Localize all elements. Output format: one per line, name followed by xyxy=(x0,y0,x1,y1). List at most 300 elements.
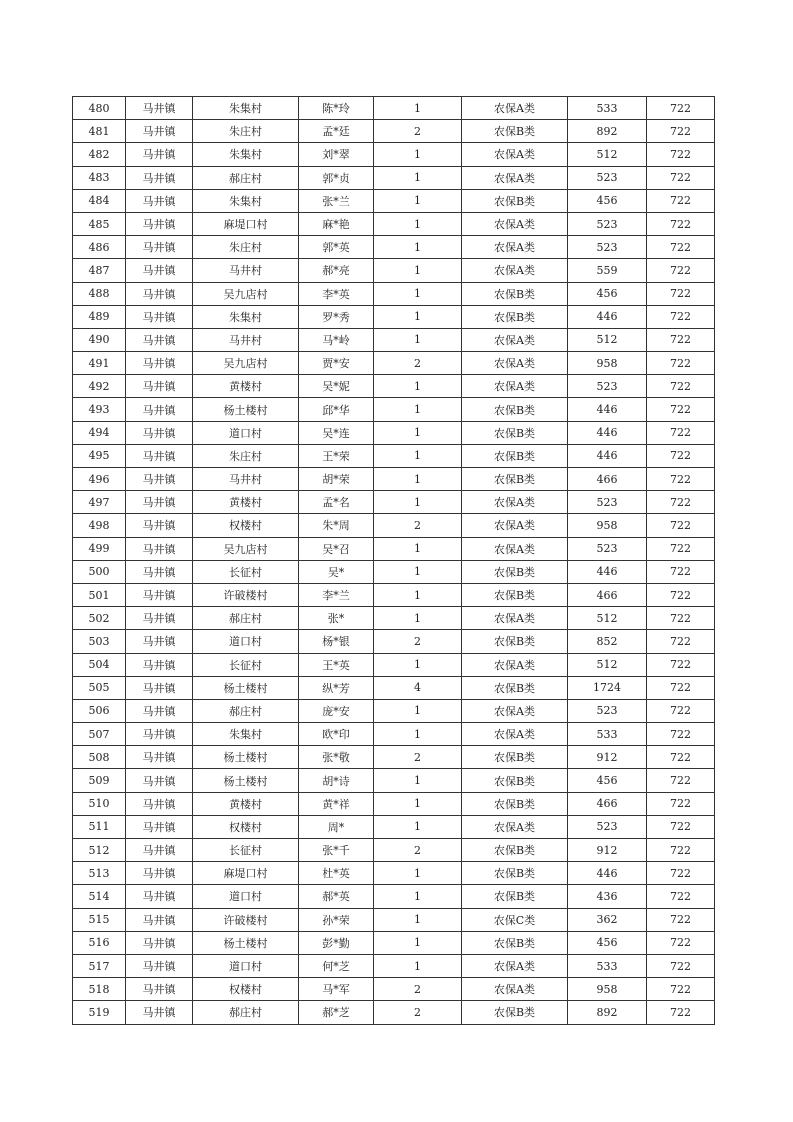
category-cell: 农保B类 xyxy=(462,305,568,328)
row-number-cell: 505 xyxy=(73,676,126,699)
name-cell: 李*兰 xyxy=(299,583,374,606)
household-count-cell: 1 xyxy=(374,583,462,606)
name-cell: 邱*华 xyxy=(299,398,374,421)
standard-cell: 722 xyxy=(647,560,715,583)
standard-cell: 722 xyxy=(647,815,715,838)
standard-cell: 722 xyxy=(647,143,715,166)
standard-cell: 722 xyxy=(647,352,715,375)
standard-cell: 722 xyxy=(647,769,715,792)
household-count-cell: 2 xyxy=(374,514,462,537)
name-cell: 吴* xyxy=(299,560,374,583)
standard-cell: 722 xyxy=(647,583,715,606)
household-count-cell: 1 xyxy=(374,305,462,328)
table-row xyxy=(73,653,715,676)
household-count-cell: 1 xyxy=(374,537,462,560)
table-row xyxy=(73,769,715,792)
amount-cell: 456 xyxy=(568,189,647,212)
table-row xyxy=(73,143,715,166)
standard-cell: 722 xyxy=(647,862,715,885)
amount-cell: 958 xyxy=(568,514,647,537)
row-number-cell: 492 xyxy=(73,375,126,398)
household-count-cell: 1 xyxy=(374,699,462,722)
row-number-cell: 513 xyxy=(73,862,126,885)
row-number-cell: 509 xyxy=(73,769,126,792)
household-count-cell: 1 xyxy=(374,954,462,977)
village-cell: 杨土楼村 xyxy=(193,769,299,792)
name-cell: 王*英 xyxy=(299,653,374,676)
amount-cell: 523 xyxy=(568,699,647,722)
household-count-cell: 1 xyxy=(374,259,462,282)
category-cell: 农保A类 xyxy=(462,212,568,235)
name-cell: 郝*亮 xyxy=(299,259,374,282)
table-row xyxy=(73,583,715,606)
category-cell: 农保A类 xyxy=(462,699,568,722)
town-cell: 马井镇 xyxy=(126,908,193,931)
name-cell: 孟*名 xyxy=(299,491,374,514)
standard-cell: 722 xyxy=(647,792,715,815)
town-cell: 马井镇 xyxy=(126,746,193,769)
amount-cell: 362 xyxy=(568,908,647,931)
village-cell: 朱庄村 xyxy=(193,236,299,259)
town-cell: 马井镇 xyxy=(126,1001,193,1024)
standard-cell: 722 xyxy=(647,236,715,259)
table-row xyxy=(73,862,715,885)
household-count-cell: 1 xyxy=(374,375,462,398)
amount-cell: 456 xyxy=(568,931,647,954)
row-number-cell: 482 xyxy=(73,143,126,166)
name-cell: 杜*英 xyxy=(299,862,374,885)
name-cell: 张* xyxy=(299,607,374,630)
village-cell: 杨土楼村 xyxy=(193,398,299,421)
row-number-cell: 495 xyxy=(73,444,126,467)
village-cell: 吴九店村 xyxy=(193,537,299,560)
standard-cell: 722 xyxy=(647,468,715,491)
category-cell: 农保B类 xyxy=(462,746,568,769)
name-cell: 罗*秀 xyxy=(299,305,374,328)
row-number-cell: 494 xyxy=(73,421,126,444)
name-cell: 马*军 xyxy=(299,978,374,1001)
household-count-cell: 1 xyxy=(374,885,462,908)
table-row xyxy=(73,305,715,328)
amount-cell: 1724 xyxy=(568,676,647,699)
village-cell: 道口村 xyxy=(193,630,299,653)
name-cell: 王*荣 xyxy=(299,444,374,467)
table-row xyxy=(73,537,715,560)
standard-cell: 722 xyxy=(647,908,715,931)
household-count-cell: 2 xyxy=(374,352,462,375)
amount-cell: 436 xyxy=(568,885,647,908)
amount-cell: 523 xyxy=(568,537,647,560)
village-cell: 杨土楼村 xyxy=(193,676,299,699)
amount-cell: 559 xyxy=(568,259,647,282)
table-row xyxy=(73,908,715,931)
name-cell: 庞*安 xyxy=(299,699,374,722)
table-row xyxy=(73,978,715,1001)
category-cell: 农保A类 xyxy=(462,328,568,351)
name-cell: 孟*廷 xyxy=(299,120,374,143)
standard-cell: 722 xyxy=(647,120,715,143)
standard-cell: 722 xyxy=(647,282,715,305)
amount-cell: 523 xyxy=(568,236,647,259)
household-count-cell: 1 xyxy=(374,166,462,189)
town-cell: 马井镇 xyxy=(126,583,193,606)
table-row xyxy=(73,189,715,212)
table-row xyxy=(73,212,715,235)
category-cell: 农保B类 xyxy=(462,885,568,908)
amount-cell: 523 xyxy=(568,166,647,189)
row-number-cell: 499 xyxy=(73,537,126,560)
village-cell: 道口村 xyxy=(193,421,299,444)
town-cell: 马井镇 xyxy=(126,723,193,746)
name-cell: 何*芝 xyxy=(299,954,374,977)
village-cell: 黄楼村 xyxy=(193,792,299,815)
table-row xyxy=(73,491,715,514)
table-row xyxy=(73,97,715,120)
row-number-cell: 496 xyxy=(73,468,126,491)
category-cell: 农保B类 xyxy=(462,560,568,583)
row-number-cell: 504 xyxy=(73,653,126,676)
household-count-cell: 1 xyxy=(374,143,462,166)
village-cell: 许破楼村 xyxy=(193,583,299,606)
household-count-cell: 1 xyxy=(374,212,462,235)
standard-cell: 722 xyxy=(647,421,715,444)
category-cell: 农保B类 xyxy=(462,282,568,305)
amount-cell: 533 xyxy=(568,97,647,120)
row-number-cell: 511 xyxy=(73,815,126,838)
category-cell: 农保A类 xyxy=(462,978,568,1001)
amount-cell: 446 xyxy=(568,421,647,444)
household-count-cell: 2 xyxy=(374,839,462,862)
table-row xyxy=(73,421,715,444)
row-number-cell: 486 xyxy=(73,236,126,259)
beneficiary-table xyxy=(72,96,715,1025)
amount-cell: 446 xyxy=(568,560,647,583)
village-cell: 马井村 xyxy=(193,259,299,282)
amount-cell: 912 xyxy=(568,839,647,862)
town-cell: 马井镇 xyxy=(126,120,193,143)
category-cell: 农保A类 xyxy=(462,97,568,120)
table-row xyxy=(73,792,715,815)
household-count-cell: 1 xyxy=(374,398,462,421)
town-cell: 马井镇 xyxy=(126,398,193,421)
category-cell: 农保A类 xyxy=(462,166,568,189)
category-cell: 农保A类 xyxy=(462,375,568,398)
table-row xyxy=(73,676,715,699)
name-cell: 胡*荣 xyxy=(299,468,374,491)
name-cell: 张*兰 xyxy=(299,189,374,212)
table-row xyxy=(73,166,715,189)
row-number-cell: 506 xyxy=(73,699,126,722)
standard-cell: 722 xyxy=(647,97,715,120)
row-number-cell: 517 xyxy=(73,954,126,977)
town-cell: 马井镇 xyxy=(126,699,193,722)
category-cell: 农保A类 xyxy=(462,514,568,537)
category-cell: 农保A类 xyxy=(462,537,568,560)
village-cell: 朱集村 xyxy=(193,189,299,212)
standard-cell: 722 xyxy=(647,607,715,630)
village-cell: 麻堤口村 xyxy=(193,862,299,885)
table-row xyxy=(73,236,715,259)
category-cell: 农保B类 xyxy=(462,444,568,467)
row-number-cell: 493 xyxy=(73,398,126,421)
standard-cell: 722 xyxy=(647,398,715,421)
name-cell: 李*英 xyxy=(299,282,374,305)
standard-cell: 722 xyxy=(647,723,715,746)
amount-cell: 446 xyxy=(568,398,647,421)
category-cell: 农保A类 xyxy=(462,143,568,166)
table-body xyxy=(73,97,715,1025)
name-cell: 马*岭 xyxy=(299,328,374,351)
amount-cell: 446 xyxy=(568,444,647,467)
category-cell: 农保B类 xyxy=(462,630,568,653)
standard-cell: 722 xyxy=(647,839,715,862)
row-number-cell: 491 xyxy=(73,352,126,375)
row-number-cell: 515 xyxy=(73,908,126,931)
row-number-cell: 480 xyxy=(73,97,126,120)
category-cell: 农保B类 xyxy=(462,862,568,885)
table-row xyxy=(73,468,715,491)
table-row xyxy=(73,885,715,908)
standard-cell: 722 xyxy=(647,212,715,235)
household-count-cell: 1 xyxy=(374,908,462,931)
category-cell: 农保A类 xyxy=(462,723,568,746)
town-cell: 马井镇 xyxy=(126,607,193,630)
category-cell: 农保B类 xyxy=(462,676,568,699)
town-cell: 马井镇 xyxy=(126,931,193,954)
household-count-cell: 1 xyxy=(374,328,462,351)
row-number-cell: 519 xyxy=(73,1001,126,1024)
village-cell: 郝庄村 xyxy=(193,1001,299,1024)
amount-cell: 456 xyxy=(568,282,647,305)
row-number-cell: 503 xyxy=(73,630,126,653)
town-cell: 马井镇 xyxy=(126,792,193,815)
row-number-cell: 512 xyxy=(73,839,126,862)
household-count-cell: 1 xyxy=(374,468,462,491)
village-cell: 长征村 xyxy=(193,653,299,676)
amount-cell: 523 xyxy=(568,491,647,514)
town-cell: 马井镇 xyxy=(126,189,193,212)
amount-cell: 466 xyxy=(568,583,647,606)
standard-cell: 722 xyxy=(647,885,715,908)
town-cell: 马井镇 xyxy=(126,444,193,467)
name-cell: 郭*英 xyxy=(299,236,374,259)
town-cell: 马井镇 xyxy=(126,676,193,699)
village-cell: 朱庄村 xyxy=(193,444,299,467)
table-row xyxy=(73,259,715,282)
table-row xyxy=(73,1001,715,1024)
town-cell: 马井镇 xyxy=(126,421,193,444)
row-number-cell: 500 xyxy=(73,560,126,583)
household-count-cell: 1 xyxy=(374,421,462,444)
household-count-cell: 4 xyxy=(374,676,462,699)
amount-cell: 512 xyxy=(568,607,647,630)
name-cell: 周* xyxy=(299,815,374,838)
name-cell: 欧*印 xyxy=(299,723,374,746)
name-cell: 吴*连 xyxy=(299,421,374,444)
household-count-cell: 1 xyxy=(374,236,462,259)
village-cell: 黄楼村 xyxy=(193,375,299,398)
household-count-cell: 1 xyxy=(374,282,462,305)
category-cell: 农保B类 xyxy=(462,931,568,954)
row-number-cell: 487 xyxy=(73,259,126,282)
household-count-cell: 1 xyxy=(374,444,462,467)
standard-cell: 722 xyxy=(647,978,715,1001)
town-cell: 马井镇 xyxy=(126,862,193,885)
row-number-cell: 488 xyxy=(73,282,126,305)
standard-cell: 722 xyxy=(647,514,715,537)
table-row xyxy=(73,352,715,375)
household-count-cell: 2 xyxy=(374,120,462,143)
name-cell: 纵*芳 xyxy=(299,676,374,699)
category-cell: 农保A类 xyxy=(462,954,568,977)
village-cell: 马井村 xyxy=(193,328,299,351)
standard-cell: 722 xyxy=(647,491,715,514)
village-cell: 黄楼村 xyxy=(193,491,299,514)
town-cell: 马井镇 xyxy=(126,352,193,375)
standard-cell: 722 xyxy=(647,328,715,351)
household-count-cell: 2 xyxy=(374,1001,462,1024)
table-row xyxy=(73,282,715,305)
table-row xyxy=(73,931,715,954)
household-count-cell: 1 xyxy=(374,607,462,630)
amount-cell: 523 xyxy=(568,212,647,235)
household-count-cell: 1 xyxy=(374,931,462,954)
town-cell: 马井镇 xyxy=(126,839,193,862)
amount-cell: 912 xyxy=(568,746,647,769)
category-cell: 农保B类 xyxy=(462,792,568,815)
town-cell: 马井镇 xyxy=(126,282,193,305)
standard-cell: 722 xyxy=(647,375,715,398)
village-cell: 郝庄村 xyxy=(193,166,299,189)
household-count-cell: 1 xyxy=(374,769,462,792)
town-cell: 马井镇 xyxy=(126,815,193,838)
amount-cell: 466 xyxy=(568,792,647,815)
table-row xyxy=(73,607,715,630)
table-row xyxy=(73,815,715,838)
town-cell: 马井镇 xyxy=(126,259,193,282)
table-row xyxy=(73,328,715,351)
standard-cell: 722 xyxy=(647,630,715,653)
town-cell: 马井镇 xyxy=(126,491,193,514)
name-cell: 杨*银 xyxy=(299,630,374,653)
household-count-cell: 1 xyxy=(374,491,462,514)
amount-cell: 958 xyxy=(568,978,647,1001)
town-cell: 马井镇 xyxy=(126,375,193,398)
row-number-cell: 508 xyxy=(73,746,126,769)
category-cell: 农保A类 xyxy=(462,815,568,838)
standard-cell: 722 xyxy=(647,259,715,282)
town-cell: 马井镇 xyxy=(126,97,193,120)
village-cell: 杨土楼村 xyxy=(193,931,299,954)
household-count-cell: 1 xyxy=(374,792,462,815)
name-cell: 黄*祥 xyxy=(299,792,374,815)
town-cell: 马井镇 xyxy=(126,630,193,653)
table-row xyxy=(73,699,715,722)
village-cell: 吴九店村 xyxy=(193,282,299,305)
category-cell: 农保B类 xyxy=(462,769,568,792)
name-cell: 刘*翠 xyxy=(299,143,374,166)
category-cell: 农保B类 xyxy=(462,120,568,143)
standard-cell: 722 xyxy=(647,305,715,328)
amount-cell: 852 xyxy=(568,630,647,653)
row-number-cell: 514 xyxy=(73,885,126,908)
village-cell: 朱集村 xyxy=(193,143,299,166)
name-cell: 张*敬 xyxy=(299,746,374,769)
amount-cell: 533 xyxy=(568,723,647,746)
standard-cell: 722 xyxy=(647,931,715,954)
name-cell: 陈*玲 xyxy=(299,97,374,120)
row-number-cell: 481 xyxy=(73,120,126,143)
village-cell: 杨土楼村 xyxy=(193,746,299,769)
name-cell: 孙*荣 xyxy=(299,908,374,931)
row-number-cell: 498 xyxy=(73,514,126,537)
town-cell: 马井镇 xyxy=(126,514,193,537)
table-row xyxy=(73,954,715,977)
row-number-cell: 497 xyxy=(73,491,126,514)
row-number-cell: 483 xyxy=(73,166,126,189)
standard-cell: 722 xyxy=(647,954,715,977)
standard-cell: 722 xyxy=(647,676,715,699)
village-cell: 马井村 xyxy=(193,468,299,491)
category-cell: 农保A类 xyxy=(462,259,568,282)
village-cell: 长征村 xyxy=(193,560,299,583)
household-count-cell: 1 xyxy=(374,653,462,676)
household-count-cell: 2 xyxy=(374,746,462,769)
amount-cell: 446 xyxy=(568,862,647,885)
village-cell: 麻堤口村 xyxy=(193,212,299,235)
table-row xyxy=(73,630,715,653)
village-cell: 道口村 xyxy=(193,885,299,908)
category-cell: 农保A类 xyxy=(462,236,568,259)
table-row xyxy=(73,398,715,421)
row-number-cell: 485 xyxy=(73,212,126,235)
town-cell: 马井镇 xyxy=(126,305,193,328)
household-count-cell: 1 xyxy=(374,723,462,746)
standard-cell: 722 xyxy=(647,746,715,769)
category-cell: 农保A类 xyxy=(462,653,568,676)
village-cell: 长征村 xyxy=(193,839,299,862)
town-cell: 马井镇 xyxy=(126,537,193,560)
household-count-cell: 2 xyxy=(374,978,462,1001)
row-number-cell: 484 xyxy=(73,189,126,212)
town-cell: 马井镇 xyxy=(126,236,193,259)
table-row xyxy=(73,723,715,746)
amount-cell: 512 xyxy=(568,653,647,676)
category-cell: 农保B类 xyxy=(462,839,568,862)
household-count-cell: 1 xyxy=(374,815,462,838)
amount-cell: 892 xyxy=(568,1001,647,1024)
category-cell: 农保A类 xyxy=(462,352,568,375)
village-cell: 朱集村 xyxy=(193,723,299,746)
town-cell: 马井镇 xyxy=(126,885,193,908)
household-count-cell: 1 xyxy=(374,862,462,885)
village-cell: 权楼村 xyxy=(193,978,299,1001)
name-cell: 吴*召 xyxy=(299,537,374,560)
household-count-cell: 1 xyxy=(374,189,462,212)
table-row xyxy=(73,514,715,537)
amount-cell: 466 xyxy=(568,468,647,491)
table-row xyxy=(73,120,715,143)
standard-cell: 722 xyxy=(647,166,715,189)
village-cell: 道口村 xyxy=(193,954,299,977)
row-number-cell: 490 xyxy=(73,328,126,351)
town-cell: 马井镇 xyxy=(126,653,193,676)
row-number-cell: 501 xyxy=(73,583,126,606)
household-count-cell: 2 xyxy=(374,630,462,653)
village-cell: 权楼村 xyxy=(193,815,299,838)
name-cell: 朱*周 xyxy=(299,514,374,537)
table-row xyxy=(73,444,715,467)
